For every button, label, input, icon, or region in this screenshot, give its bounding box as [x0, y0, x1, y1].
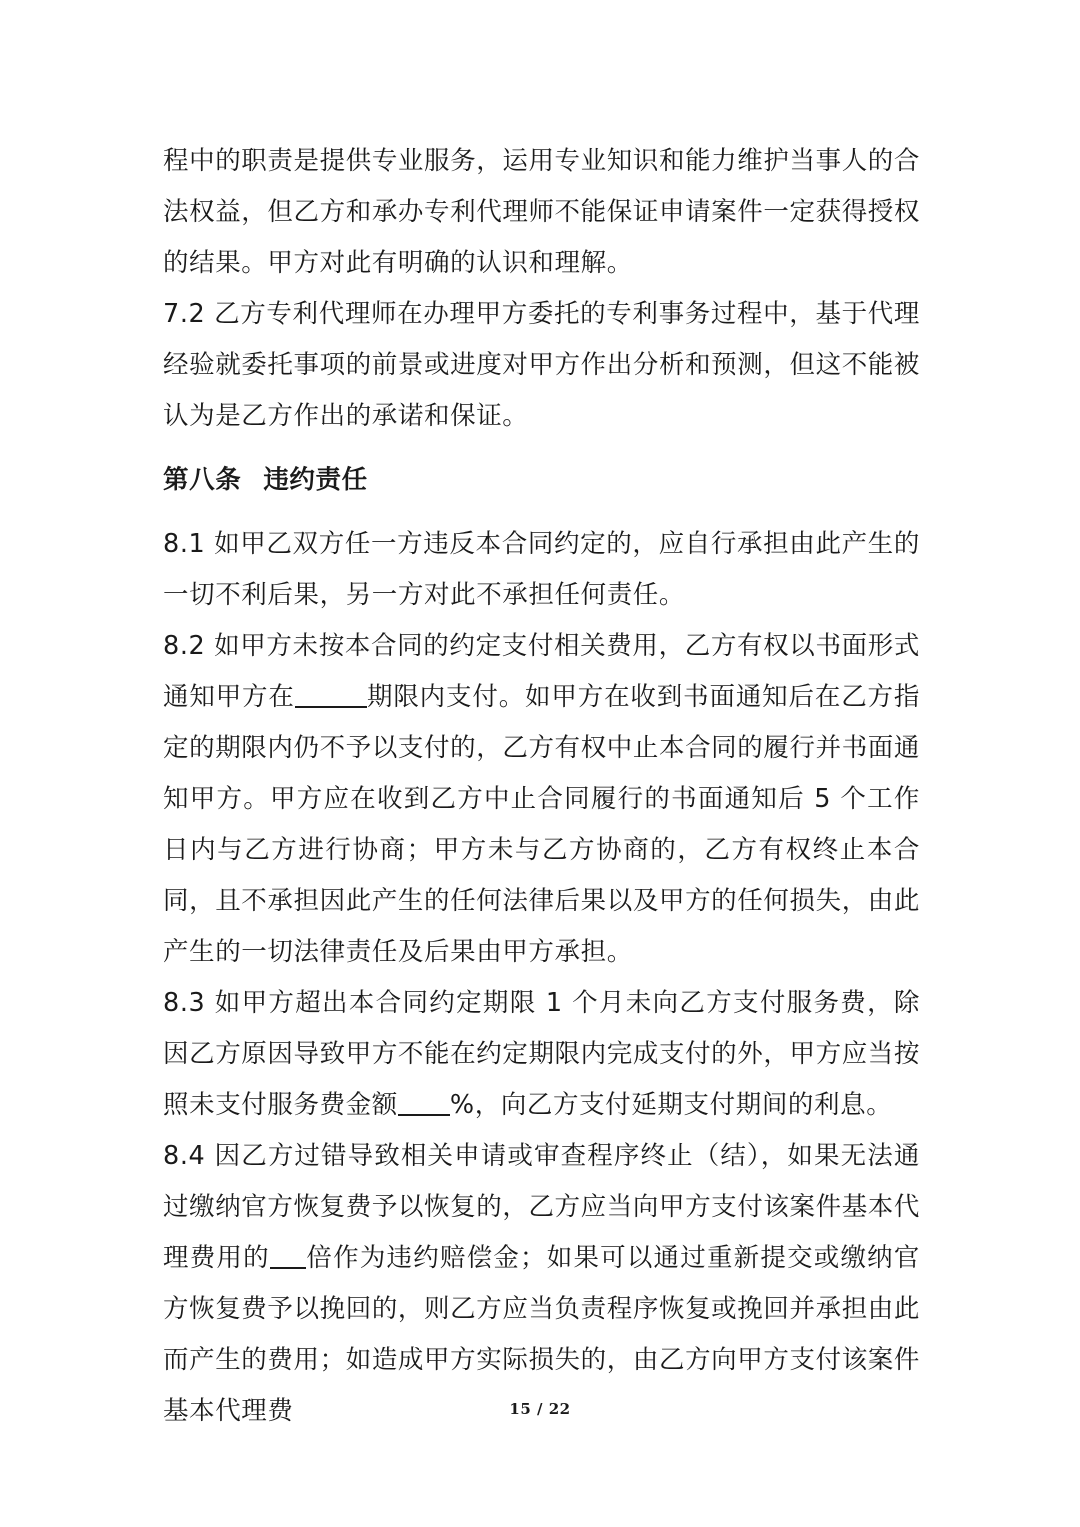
paragraph-text: 8.1 如甲乙双方任一方违反本合同约定的，应自行承担由此产生的一切不利后果，另一方对此不承担任何责任。	[163, 529, 920, 610]
paragraph-text: 程中的职责是提供专业服务，运用专业知识和能力维护当事人的合法权益，但乙方和承办专利代理师不能保证申请案件一定获得授权的结果。甲方对此有明确的认识和理解。	[163, 146, 920, 278]
paragraph-8-1	[163, 519, 920, 621]
fill-in-blank	[270, 1243, 306, 1269]
paragraph-8-4	[163, 1131, 920, 1437]
heading-title: 违约责任	[263, 465, 368, 495]
paragraph-8-2	[163, 621, 920, 978]
paragraph-text: %，向乙方支付延期支付期间的利息。	[449, 1090, 893, 1120]
fill-in-blank	[295, 682, 367, 708]
paragraph-8-3	[163, 978, 920, 1131]
fill-in-blank	[398, 1090, 450, 1116]
paragraph-text: 8.3 如甲方超出本合同约定期限 1 个月未向乙方支付服务费，除因乙方原因导致甲方不能在约定期限内完成支付的外，甲方应当按照未支付服务费金额	[163, 988, 920, 1120]
document-body	[163, 136, 920, 1437]
page-number: 15 / 22	[509, 1400, 571, 1418]
paragraph-7-2	[163, 289, 920, 442]
paragraph-text: 期限内支付。如甲方在收到书面通知后在乙方指定的期限内仍不予以支付的，乙方有权中止本合同的履行并书面通知甲方。甲方应在收到乙方中止合同履行的书面通知后 5 个工作日内与乙方进行协商；甲方未与乙方协商的，乙方有权终止本合同，且不承担因此产生的任何法律后果以及甲方的任何损失，由此产生的一切法律责任及后果由甲方承担。	[163, 682, 920, 967]
paragraph-text: 倍作为违约赔偿金；如果可以通过重新提交或缴纳官方恢复费予以挽回的，则乙方应当负责程序恢复或挽回并承担由此而产生的费用；如造成甲方实际损失的，由乙方向甲方支付该案件基本代理费	[163, 1243, 920, 1426]
paragraph-7-1-continued	[163, 136, 920, 289]
paragraph-text: 8.2 如甲方未按本合同的约定支付相关费用，乙方有权以书面形式通知甲方在	[163, 631, 920, 712]
section-heading-article-8	[163, 455, 920, 506]
paragraph-text: 8.4 因乙方过错导致相关申请或审查程序终止（结），如果无法通过缴纳官方恢复费予以恢复的，乙方应当向甲方支付该案件基本代理费用的	[163, 1141, 920, 1273]
heading-number: 第八条	[163, 465, 242, 495]
paragraph-text: 7.2 乙方专利代理师在办理甲方委托的专利事务过程中，基于代理经验就委托事项的前景或进度对甲方作出分析和预测，但这不能被认为是乙方作出的承诺和保证。	[163, 299, 920, 431]
